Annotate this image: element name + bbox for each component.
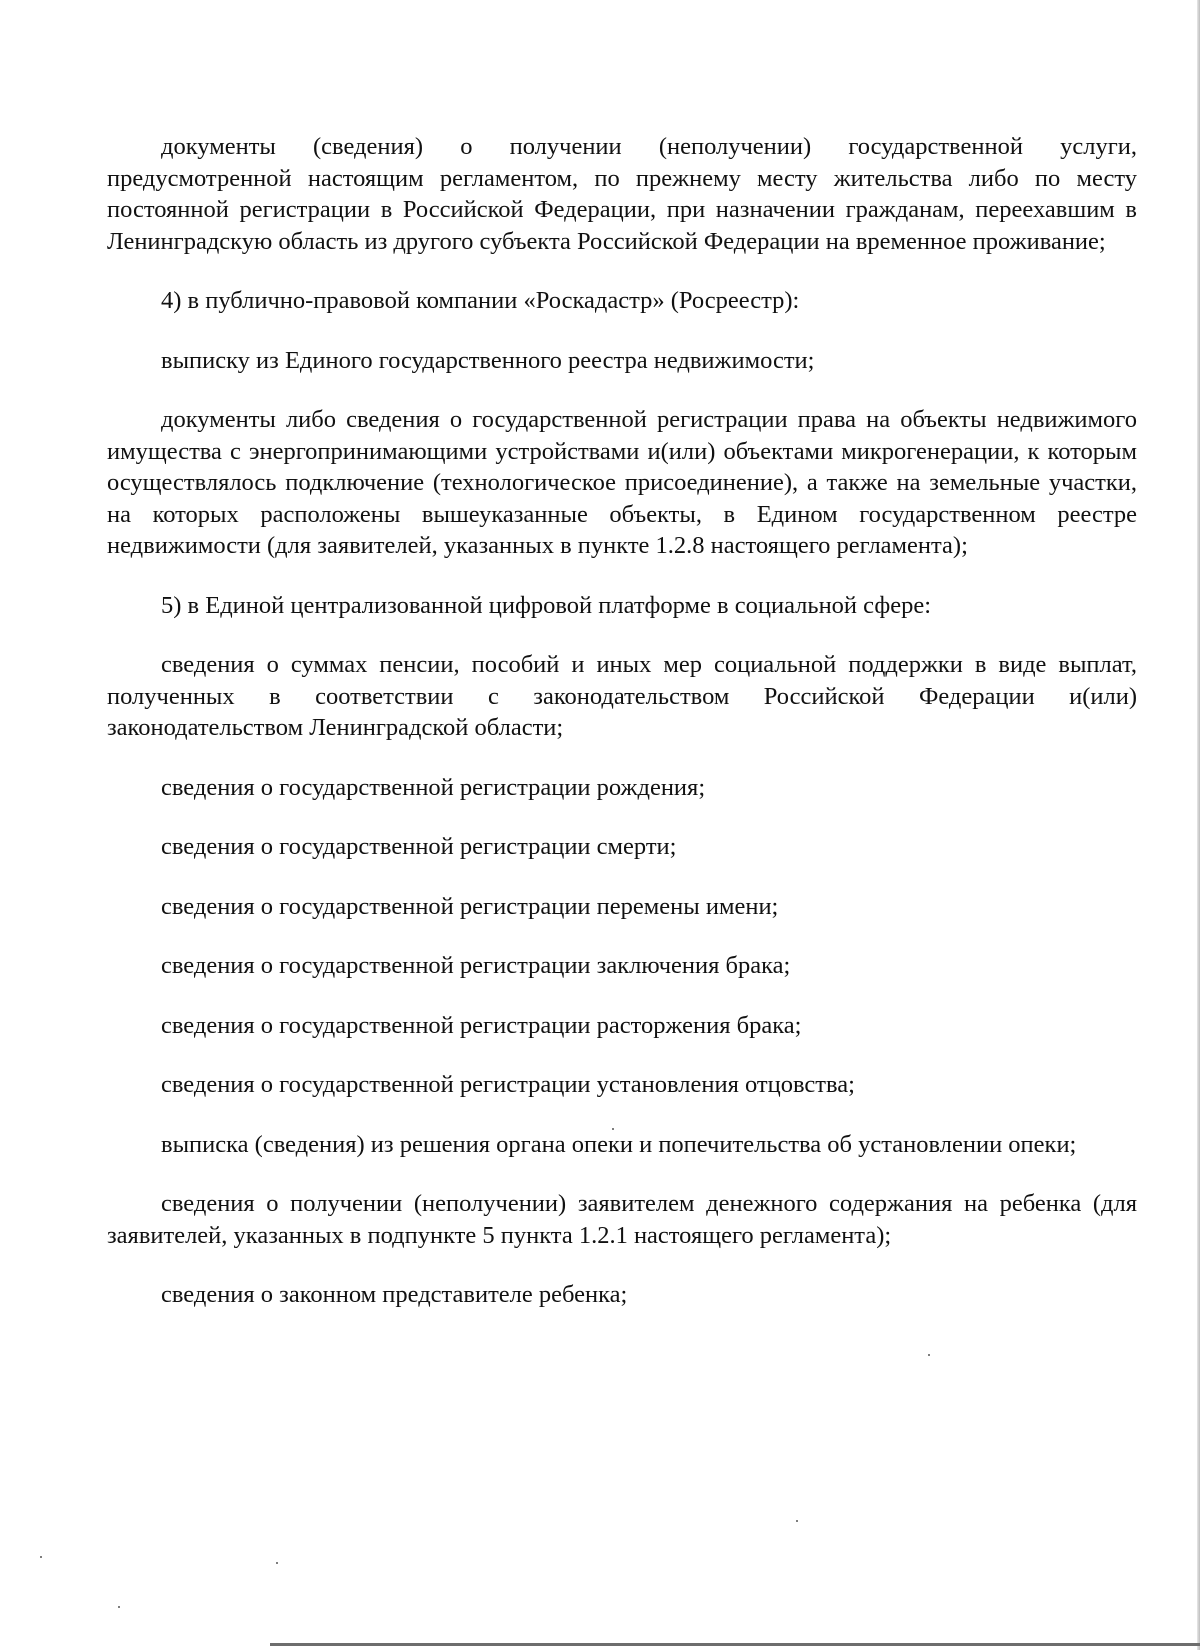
paragraph-item-4-roskadastr: 4) в публично-правовой компании «Роскадастр» (Росреестр): xyxy=(161,287,800,314)
scan-speck xyxy=(40,1556,42,1558)
scan-speck xyxy=(276,1562,278,1564)
scan-speck xyxy=(118,1606,120,1608)
paragraph-guardianship-extract: выписка (сведения) из решения органа опеки и попечительства об установлении опеки; xyxy=(161,1130,1077,1158)
scan-speck xyxy=(796,1520,798,1522)
paragraph-item-5-digital-platform: 5) в Единой централизованной цифровой платформе в социальной сфере: xyxy=(161,591,932,619)
document-body xyxy=(107,131,1137,1311)
scan-speck xyxy=(928,1354,930,1356)
paragraph-birth-registration: сведения о государственной регистрации рождения; xyxy=(161,773,706,801)
paragraph-paternity-registration: сведения о государственной регистрации установления отцовства; xyxy=(161,1071,855,1098)
paragraph-child-support: сведения о получении (неполучении) заявителем денежного содержания на ребенка (для заявителей, указанных в подпункте 5 пункта 1.2.1 настоящего регламента); xyxy=(107,1190,1137,1249)
paragraph-legal-representative: сведения о законном представителе ребенка; xyxy=(161,1281,628,1308)
paragraph-divorce-registration: сведения о государственной регистрации расторжения брака; xyxy=(161,1011,802,1039)
paragraph-name-change-registration: сведения о государственной регистрации перемены имени; xyxy=(161,892,779,920)
paragraph-death-registration: сведения о государственной регистрации смерти; xyxy=(161,833,677,860)
paragraph-previous-residence-documents: документы (сведения) о получении (неполучении) государственной услуги, предусмотренной настоящим регламентом, по прежнему месту жительства либо по месту постоянной регистрации в Российской Федерации, при назначении гражданам, переехавшим в Ленинградскую область из другого субъекта Российской Федерации на временное проживание; xyxy=(107,133,1137,255)
paragraph-marriage-registration: сведения о государственной регистрации заключения брака; xyxy=(161,952,791,979)
paragraph-pension-benefits: сведения о суммах пенсии, пособий и иных мер социальной поддержки в виде выплат, полученных в соответствии с законодательством Российской Федерации и(или) законодательством Ленинградской области; xyxy=(107,651,1137,741)
paragraph-egrn-extract: выписку из Единого государственного реестра недвижимости; xyxy=(161,346,815,374)
scan-edge-bottom xyxy=(270,1643,1200,1646)
scan-speck xyxy=(612,1128,614,1130)
paragraph-property-registration: документы либо сведения о государственной регистрации права на объекты недвижимого имущества с энергопринимающими устройствами и(или) объектами микрогенерации, к которым осуществлялось подключение (технологическое присоединение), а также на земельные участки, на которых расположены вышеуказанные объекты, в Едином государственном реестре недвижимости (для заявителей, указанных в пункте 1.2.8 настоящего регламента); xyxy=(107,406,1137,559)
